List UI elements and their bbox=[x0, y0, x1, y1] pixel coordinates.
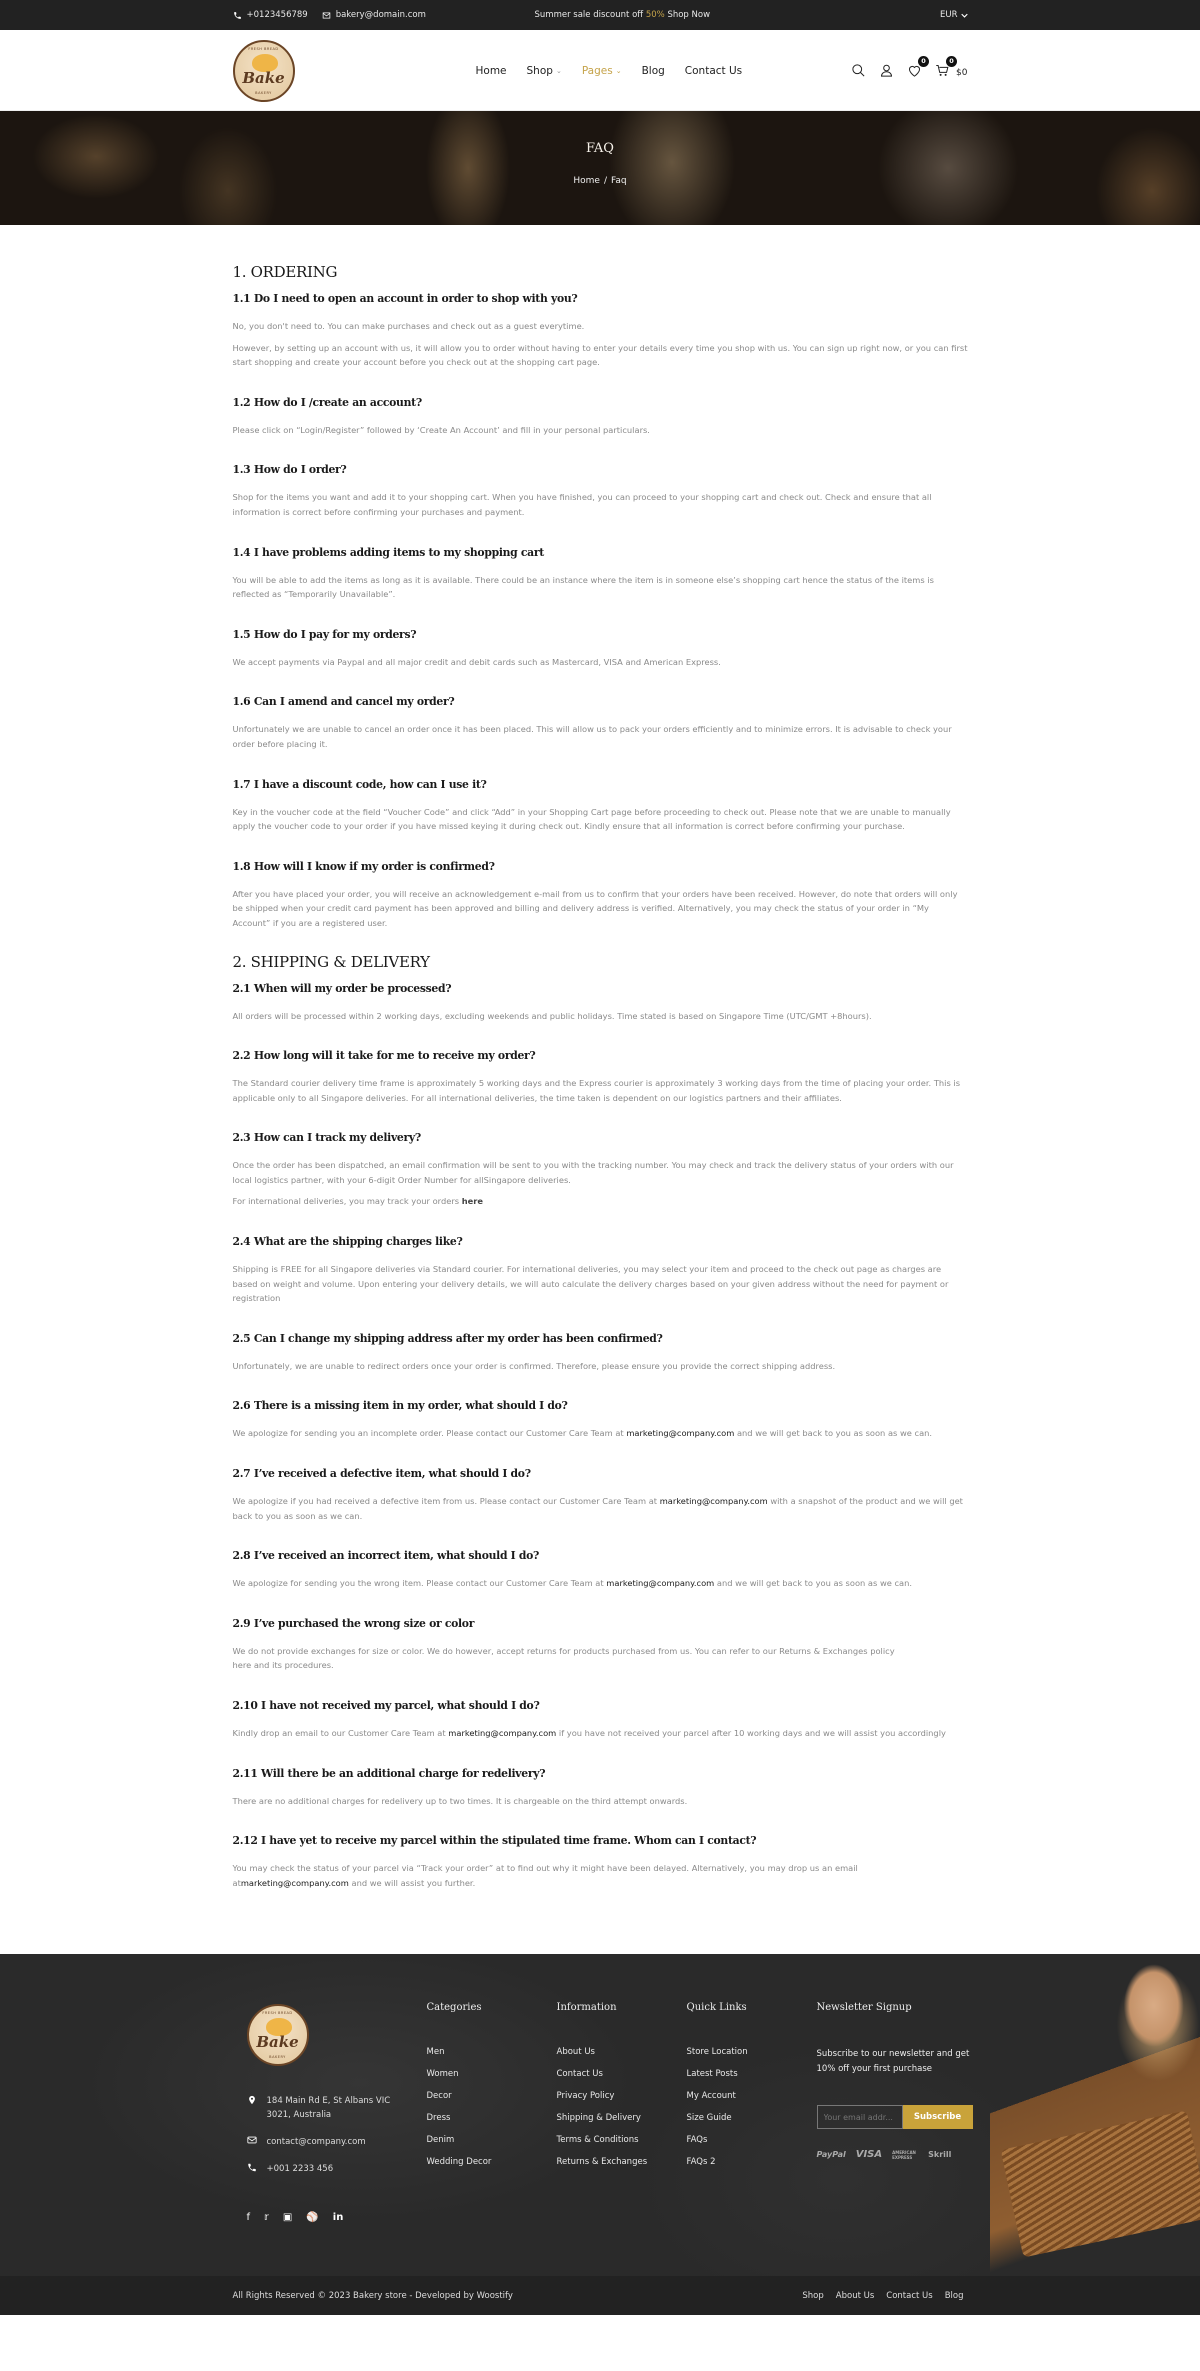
faq-answer bbox=[233, 1861, 913, 1890]
footer-email-text: contact@company.com bbox=[266, 2137, 366, 2148]
answer-text: We apologize for sending you an incomplete order. Please contact our Customer Care Team at bbox=[232, 1428, 627, 1439]
account-button[interactable] bbox=[878, 63, 894, 79]
faq-question: 2.7 I’ve received a defective item, what should I do? bbox=[232, 1467, 531, 1481]
bottom-link-contact[interactable]: Contact Us bbox=[886, 2290, 933, 2301]
answer-text: You may check the status of your parcel via “Track your order” at to find out why it might have been delayed. Alternatively, you may drop us an email at bbox=[232, 1863, 858, 1888]
cart-count-badge: 0 bbox=[946, 56, 957, 67]
faq-answer: We accept payments via Paypal and all major credit and debit cards such as Mastercard, VISA and American Express. bbox=[232, 656, 721, 667]
faq-question: 2.1 When will my order be processed? bbox=[232, 981, 452, 995]
faq-question: 1.3 How do I order? bbox=[232, 463, 347, 477]
breadcrumb bbox=[0, 176, 1200, 186]
answer-text: with a snapshot of the product and we will get back to you as soon as we can. bbox=[232, 1496, 963, 1521]
instagram-icon[interactable]: ▣ bbox=[282, 2212, 293, 2224]
bottom-link-shop[interactable]: Shop bbox=[802, 2290, 824, 2301]
faq-answer bbox=[233, 1494, 968, 1523]
footer-email[interactable] bbox=[247, 2135, 407, 2149]
footer-link[interactable]: Terms & Conditions bbox=[556, 2135, 639, 2146]
footer-col-quick-links bbox=[687, 2002, 748, 2179]
email-link[interactable]: marketing@company.com bbox=[659, 1496, 768, 1507]
track-orders-link[interactable]: here bbox=[461, 1196, 483, 1207]
newsletter-signup bbox=[817, 2002, 977, 2160]
logo-bottom-text: BAKERY bbox=[269, 2055, 286, 2060]
email-link[interactable]: marketing@company.com bbox=[448, 1728, 557, 1738]
answer-text: Kindly drop an email to our Customer Care Team at bbox=[232, 1728, 449, 1738]
search-button[interactable] bbox=[850, 63, 866, 79]
footer-link[interactable]: Size Guide bbox=[686, 2113, 732, 2124]
nav-shop[interactable] bbox=[527, 65, 562, 77]
faq-item bbox=[233, 1332, 968, 1374]
newsletter-email-input[interactable] bbox=[817, 2105, 903, 2129]
faq-answer: Unfortunately we are unable to cancel an order once it has been placed. This will allow us to pack your orders efficiently and to minimize errors. It is advisable to check your order before placing it. bbox=[232, 724, 952, 749]
chevron-down-icon: ⌄ bbox=[615, 66, 622, 75]
amex-icon: AMERICAN EXPRESS bbox=[892, 2149, 916, 2160]
logo-top-text: FRESH BREAD bbox=[248, 46, 279, 51]
faq-question: 2.2 How long will it take for me to receive my order? bbox=[232, 1049, 536, 1063]
bottom-nav bbox=[802, 2291, 963, 2301]
footer-col-information bbox=[557, 2002, 648, 2179]
footer-col-categories bbox=[427, 2002, 492, 2179]
promo-highlight: 50% bbox=[645, 10, 665, 20]
footer-link[interactable]: Returns & Exchanges bbox=[556, 2157, 648, 2168]
baker-with-bread-image bbox=[990, 1954, 1200, 2276]
footer-link[interactable]: Wedding Decor bbox=[426, 2157, 492, 2168]
chevron-down-icon: ⌄ bbox=[555, 66, 562, 75]
bottom-link-about[interactable]: About Us bbox=[835, 2290, 875, 2301]
mail-icon bbox=[247, 2135, 257, 2145]
faq-item bbox=[233, 1767, 968, 1809]
footer-link[interactable]: Latest Posts bbox=[686, 2069, 738, 2080]
answer-text: We apologize for sending you the wrong item. Please contact our Customer Care Team at bbox=[232, 1578, 607, 1589]
faq-answer: There are no additional charges for redelivery up to two times. It is chargeable on the third attempt onwards. bbox=[232, 1795, 688, 1806]
site-footer bbox=[0, 1954, 1200, 2276]
footer-logo[interactable] bbox=[247, 2004, 309, 2066]
payment-methods bbox=[817, 2149, 977, 2160]
wishlist-count-badge: 0 bbox=[918, 56, 929, 67]
footer-col-title: Categories bbox=[426, 2002, 482, 2014]
dribbble-icon[interactable]: ⚾ bbox=[306, 2212, 319, 2224]
faq-content bbox=[233, 225, 968, 1954]
faq-question: 1.1 Do I need to open an account in order to shop with you? bbox=[232, 292, 578, 305]
email-link[interactable]: marketing@company.com bbox=[240, 1877, 349, 1888]
nav-label: Pages bbox=[581, 64, 613, 77]
faq-answer: Key in the voucher code at the field “Voucher Code” and click “Add” in your Shopping Cart page before proceeding to check out. Please note that we are unable to manually apply the voucher code to your order if you have missed keying it during check out. Kindly ensure that all information is correct before confirming your purchase. bbox=[232, 806, 951, 832]
search-icon bbox=[851, 63, 866, 78]
copyright-text: All Rights Reserved © 2023 Bakery store - Developed by Woostify bbox=[232, 2290, 513, 2301]
footer-link[interactable]: About Us bbox=[556, 2047, 595, 2058]
faq-answer: We do not provide exchanges for size or color. We do however, accept returns for products purchased from us. You can refer to our Returns & Exchanges policy here and its procedures. bbox=[232, 1645, 895, 1671]
faq-question: 1.7 I have a discount code, how can I use it? bbox=[232, 777, 487, 791]
mail-icon bbox=[322, 11, 331, 20]
faq-item bbox=[233, 1617, 968, 1673]
visa-icon: VISA bbox=[855, 2149, 883, 2161]
faq-answer bbox=[233, 1726, 968, 1741]
faq-question: 1.5 How do I pay for my orders? bbox=[232, 627, 417, 641]
faq-question: 1.2 How do I /create an account? bbox=[232, 395, 422, 409]
nav-home[interactable] bbox=[476, 65, 507, 77]
promo-banner bbox=[535, 10, 711, 20]
faq-item bbox=[233, 1399, 968, 1441]
topbar-email-text: bakery@domain.com bbox=[335, 10, 426, 20]
answer-text: and we will assist you further. bbox=[348, 1877, 476, 1888]
footer-link[interactable]: Decor bbox=[426, 2091, 452, 2102]
footer-link[interactable]: Denim bbox=[426, 2135, 455, 2146]
answer-text: and we will get back to you as soon as we can. bbox=[734, 1428, 933, 1439]
faq-answer: Please click on “Login/Register” followed by ‘Create An Account’ and fill in your personal particulars. bbox=[232, 424, 650, 435]
faq-question: 2.3 How can I track my delivery? bbox=[232, 1131, 421, 1145]
faq-question: 2.4 What are the shipping charges like? bbox=[232, 1235, 463, 1249]
faq-item bbox=[233, 695, 968, 751]
logo-word: Bake bbox=[242, 68, 285, 87]
newsletter-form bbox=[817, 2105, 973, 2129]
faq-answer bbox=[233, 1426, 968, 1441]
footer-link[interactable]: My Account bbox=[686, 2091, 736, 2102]
logo-top-text: FRESH BREAD bbox=[262, 2011, 293, 2016]
footer-col-title: Quick Links bbox=[686, 2002, 747, 2014]
nav-blog[interactable] bbox=[642, 65, 665, 77]
faq-item bbox=[233, 1235, 968, 1306]
footer-link[interactable]: FAQs bbox=[686, 2135, 708, 2146]
nav-label: Blog bbox=[641, 64, 665, 77]
nav-label: Shop bbox=[526, 64, 553, 77]
faq-question: 1.4 I have problems adding items to my shopping cart bbox=[232, 545, 544, 559]
faq-answer: Once the order has been dispatched, an email confirmation will be sent to you with the tracking number. You may check and track the delivery status of your orders with our local logistics partner, with your 6-digit Order Number for allSingapore deliveries. bbox=[232, 1160, 954, 1185]
site-logo[interactable] bbox=[233, 40, 295, 102]
faq-question: 1.6 Can I amend and cancel my order? bbox=[232, 695, 455, 709]
footer-link[interactable]: Men bbox=[426, 2047, 445, 2058]
faq-question: 2.9 I’ve purchased the wrong size or color bbox=[232, 1616, 475, 1630]
faq-item bbox=[233, 546, 968, 602]
faq-answer bbox=[233, 1194, 968, 1209]
currency-selector[interactable] bbox=[940, 10, 968, 20]
subscribe-button[interactable]: Subscribe bbox=[903, 2105, 973, 2129]
faq-item bbox=[233, 1549, 968, 1591]
faq-answer bbox=[233, 1576, 968, 1591]
faq-question: 2.8 I’ve received an incorrect item, what should I do? bbox=[232, 1549, 540, 1563]
answer-text: if you have not received your parcel after 10 working days and we will assist you accordingly bbox=[556, 1728, 946, 1738]
newsletter-title: Newsletter Signup bbox=[816, 2002, 912, 2014]
footer-link[interactable]: Privacy Policy bbox=[556, 2091, 615, 2102]
phone-icon bbox=[233, 11, 242, 20]
wishlist-button[interactable] bbox=[906, 57, 926, 79]
faq-question: 2.11 Will there be an additional charge for redelivery? bbox=[232, 1766, 546, 1780]
faq-answer: No, you don't need to. You can make purchases and check out as a guest everytime. bbox=[232, 321, 585, 331]
currency-value: EUR bbox=[940, 10, 958, 20]
faq-item bbox=[233, 982, 968, 1024]
faq-answer: Shipping is FREE for all Singapore deliveries via Standard courier. For international deliveries, you may select your item and proceed to the check out page as charges are based on weight and volume. Upon entering your delivery details, we will auto calculate the delivery charges based on your given address without the need for payment or registration bbox=[232, 1264, 949, 1304]
cart-button[interactable] bbox=[934, 57, 954, 79]
logo-word: Bake bbox=[256, 2033, 299, 2052]
topbar-phone-text: +0123456789 bbox=[246, 10, 308, 20]
faq-item bbox=[233, 1049, 968, 1105]
paypal-icon: PayPal bbox=[816, 2150, 846, 2160]
bottom-bar bbox=[0, 2276, 1200, 2315]
footer-address-text: 184 Main Rd E, St Albans VIC 3021, Australia bbox=[266, 2096, 391, 2121]
faq-item bbox=[233, 1699, 968, 1741]
faq-answer: Shop for the items you want and add it to your shopping cart. When you have finished, you can proceed to your shopping cart and check out. Check and ensure that all information is correct before confirming your purchases and payment. bbox=[232, 492, 932, 517]
top-bar bbox=[0, 0, 1200, 30]
nav-pages[interactable] bbox=[582, 65, 622, 77]
nav-contact[interactable] bbox=[685, 65, 742, 77]
footer-link[interactable]: Women bbox=[426, 2069, 459, 2080]
faq-question: 2.5 Can I change my shipping address after my order has been confirmed? bbox=[232, 1331, 663, 1345]
answer-text: We apologize if you had received a defective item from us. Please contact our Customer Care Team at bbox=[232, 1496, 660, 1507]
main-nav bbox=[476, 65, 763, 77]
faq-question: 1.8 How will I know if my order is confirmed? bbox=[232, 859, 495, 873]
footer-phone[interactable] bbox=[247, 2162, 407, 2176]
faq-item bbox=[233, 1834, 968, 1890]
footer-col-title: Information bbox=[556, 2002, 617, 2014]
email-link[interactable]: marketing@company.com bbox=[626, 1428, 735, 1439]
user-icon bbox=[879, 63, 894, 78]
faq-answer: The Standard courier delivery time frame is approximately 5 working days and the Express courier is approximately 3 working days from the time of placing your order. This is applicable only to all Singapore deliveries. For all international deliveries, the time taken is dependent on our logistics partners and their affiliates. bbox=[232, 1078, 961, 1103]
answer-text: and we will get back to you as soon as we can. bbox=[714, 1578, 913, 1589]
bottom-link-blog[interactable]: Blog bbox=[944, 2290, 964, 2301]
header-actions bbox=[850, 57, 968, 79]
email-link[interactable]: marketing@company.com bbox=[606, 1578, 715, 1589]
facebook-icon[interactable]: f bbox=[246, 2212, 251, 2224]
bread-basket-image bbox=[1001, 2111, 1200, 2258]
promo-text: Summer sale discount off bbox=[534, 10, 646, 20]
faq-item bbox=[233, 396, 968, 438]
skrill-icon: Skrill bbox=[928, 2150, 952, 2160]
footer-link[interactable]: Contact Us bbox=[556, 2069, 603, 2080]
social-links bbox=[247, 2212, 344, 2223]
footer-phone-text: +001 2233 456 bbox=[266, 2164, 334, 2175]
footer-link[interactable]: Store Location bbox=[686, 2047, 748, 2058]
map-pin-icon bbox=[247, 2094, 257, 2106]
answer-text: For international deliveries, you may track your orders bbox=[232, 1196, 462, 1207]
footer-address bbox=[247, 2094, 407, 2122]
topbar-phone[interactable] bbox=[233, 10, 308, 20]
faq-question: 2.12 I have yet to receive my parcel within the stipulated time frame. Whom can I contact? bbox=[232, 1834, 757, 1848]
page-banner bbox=[0, 111, 1200, 225]
footer-link[interactable]: FAQs 2 bbox=[686, 2157, 716, 2168]
shop-now-link[interactable]: Shop Now bbox=[667, 10, 711, 20]
faq-answer: You will be able to add the items as long as it is available. There could be an instance where the item is in someone else’s shopping cart hence the status of the items is reflected as “Temporarily Unavailable”. bbox=[232, 574, 934, 600]
section-title-shipping: 2. SHIPPING & DELIVERY bbox=[232, 952, 430, 971]
faq-answer: All orders will be processed within 2 working days, excluding weekends and public holidays. Time stated is based on Singapore Time (UTC/GMT +8hours). bbox=[232, 1010, 872, 1021]
footer-link[interactable]: Dress bbox=[426, 2113, 451, 2124]
faq-question: 2.10 I have not received my parcel, what should I do? bbox=[232, 1699, 540, 1712]
faq-item bbox=[233, 860, 968, 931]
section-title-ordering: 1. ORDERING bbox=[232, 263, 338, 281]
site-header bbox=[0, 30, 1200, 111]
footer-link[interactable]: Shipping & Delivery bbox=[556, 2113, 641, 2124]
faq-item bbox=[233, 1131, 968, 1209]
breadcrumb-home[interactable]: Home bbox=[573, 176, 600, 186]
faq-question: 2.6 There is a missing item in my order, what should I do? bbox=[232, 1399, 568, 1413]
faq-item bbox=[233, 463, 968, 519]
phone-icon bbox=[247, 2162, 257, 2173]
faq-item bbox=[233, 1467, 968, 1523]
footer-contact-info bbox=[247, 2094, 407, 2189]
twitter-icon[interactable]: 𝕣 bbox=[264, 2212, 269, 2224]
faq-answer: Unfortunately, we are unable to redirect orders once your order is confirmed. Therefore, please ensure you provide the correct shipping address. bbox=[232, 1360, 836, 1371]
breadcrumb-separator: / bbox=[603, 176, 608, 186]
page-title: FAQ bbox=[586, 141, 614, 156]
cart-total: $0 bbox=[956, 67, 968, 78]
nav-label: Home bbox=[475, 64, 507, 77]
faq-item bbox=[233, 292, 968, 370]
faq-answer: After you have placed your order, you will receive an acknowledgement e-mail from us to confirm that your orders have been received. However, do note that orders will only be shipped when your credit card payment has been approved and billing and delivery address is verified. Alternatively, you may check the status of your order in “My Account” if you are a registered user. bbox=[232, 888, 958, 928]
faq-item bbox=[233, 778, 968, 834]
newsletter-text: Subscribe to our newsletter and get 10% off your first purchase bbox=[816, 2049, 970, 2075]
chevron-down-icon bbox=[961, 12, 968, 19]
linkedin-icon[interactable]: in bbox=[332, 2212, 344, 2224]
topbar-email[interactable] bbox=[322, 10, 426, 20]
faq-answer: However, by setting up an account with us, it will allow you to order without having to enter your details every time you shop with us. You can sign up right now, or you can first start shopping and create your account before you check out at the shopping cart page. bbox=[232, 342, 968, 368]
nav-label: Contact Us bbox=[684, 64, 743, 77]
logo-bottom-text: BAKERY bbox=[255, 90, 272, 95]
faq-item bbox=[233, 628, 968, 670]
breadcrumb-current: Faq bbox=[611, 176, 627, 186]
